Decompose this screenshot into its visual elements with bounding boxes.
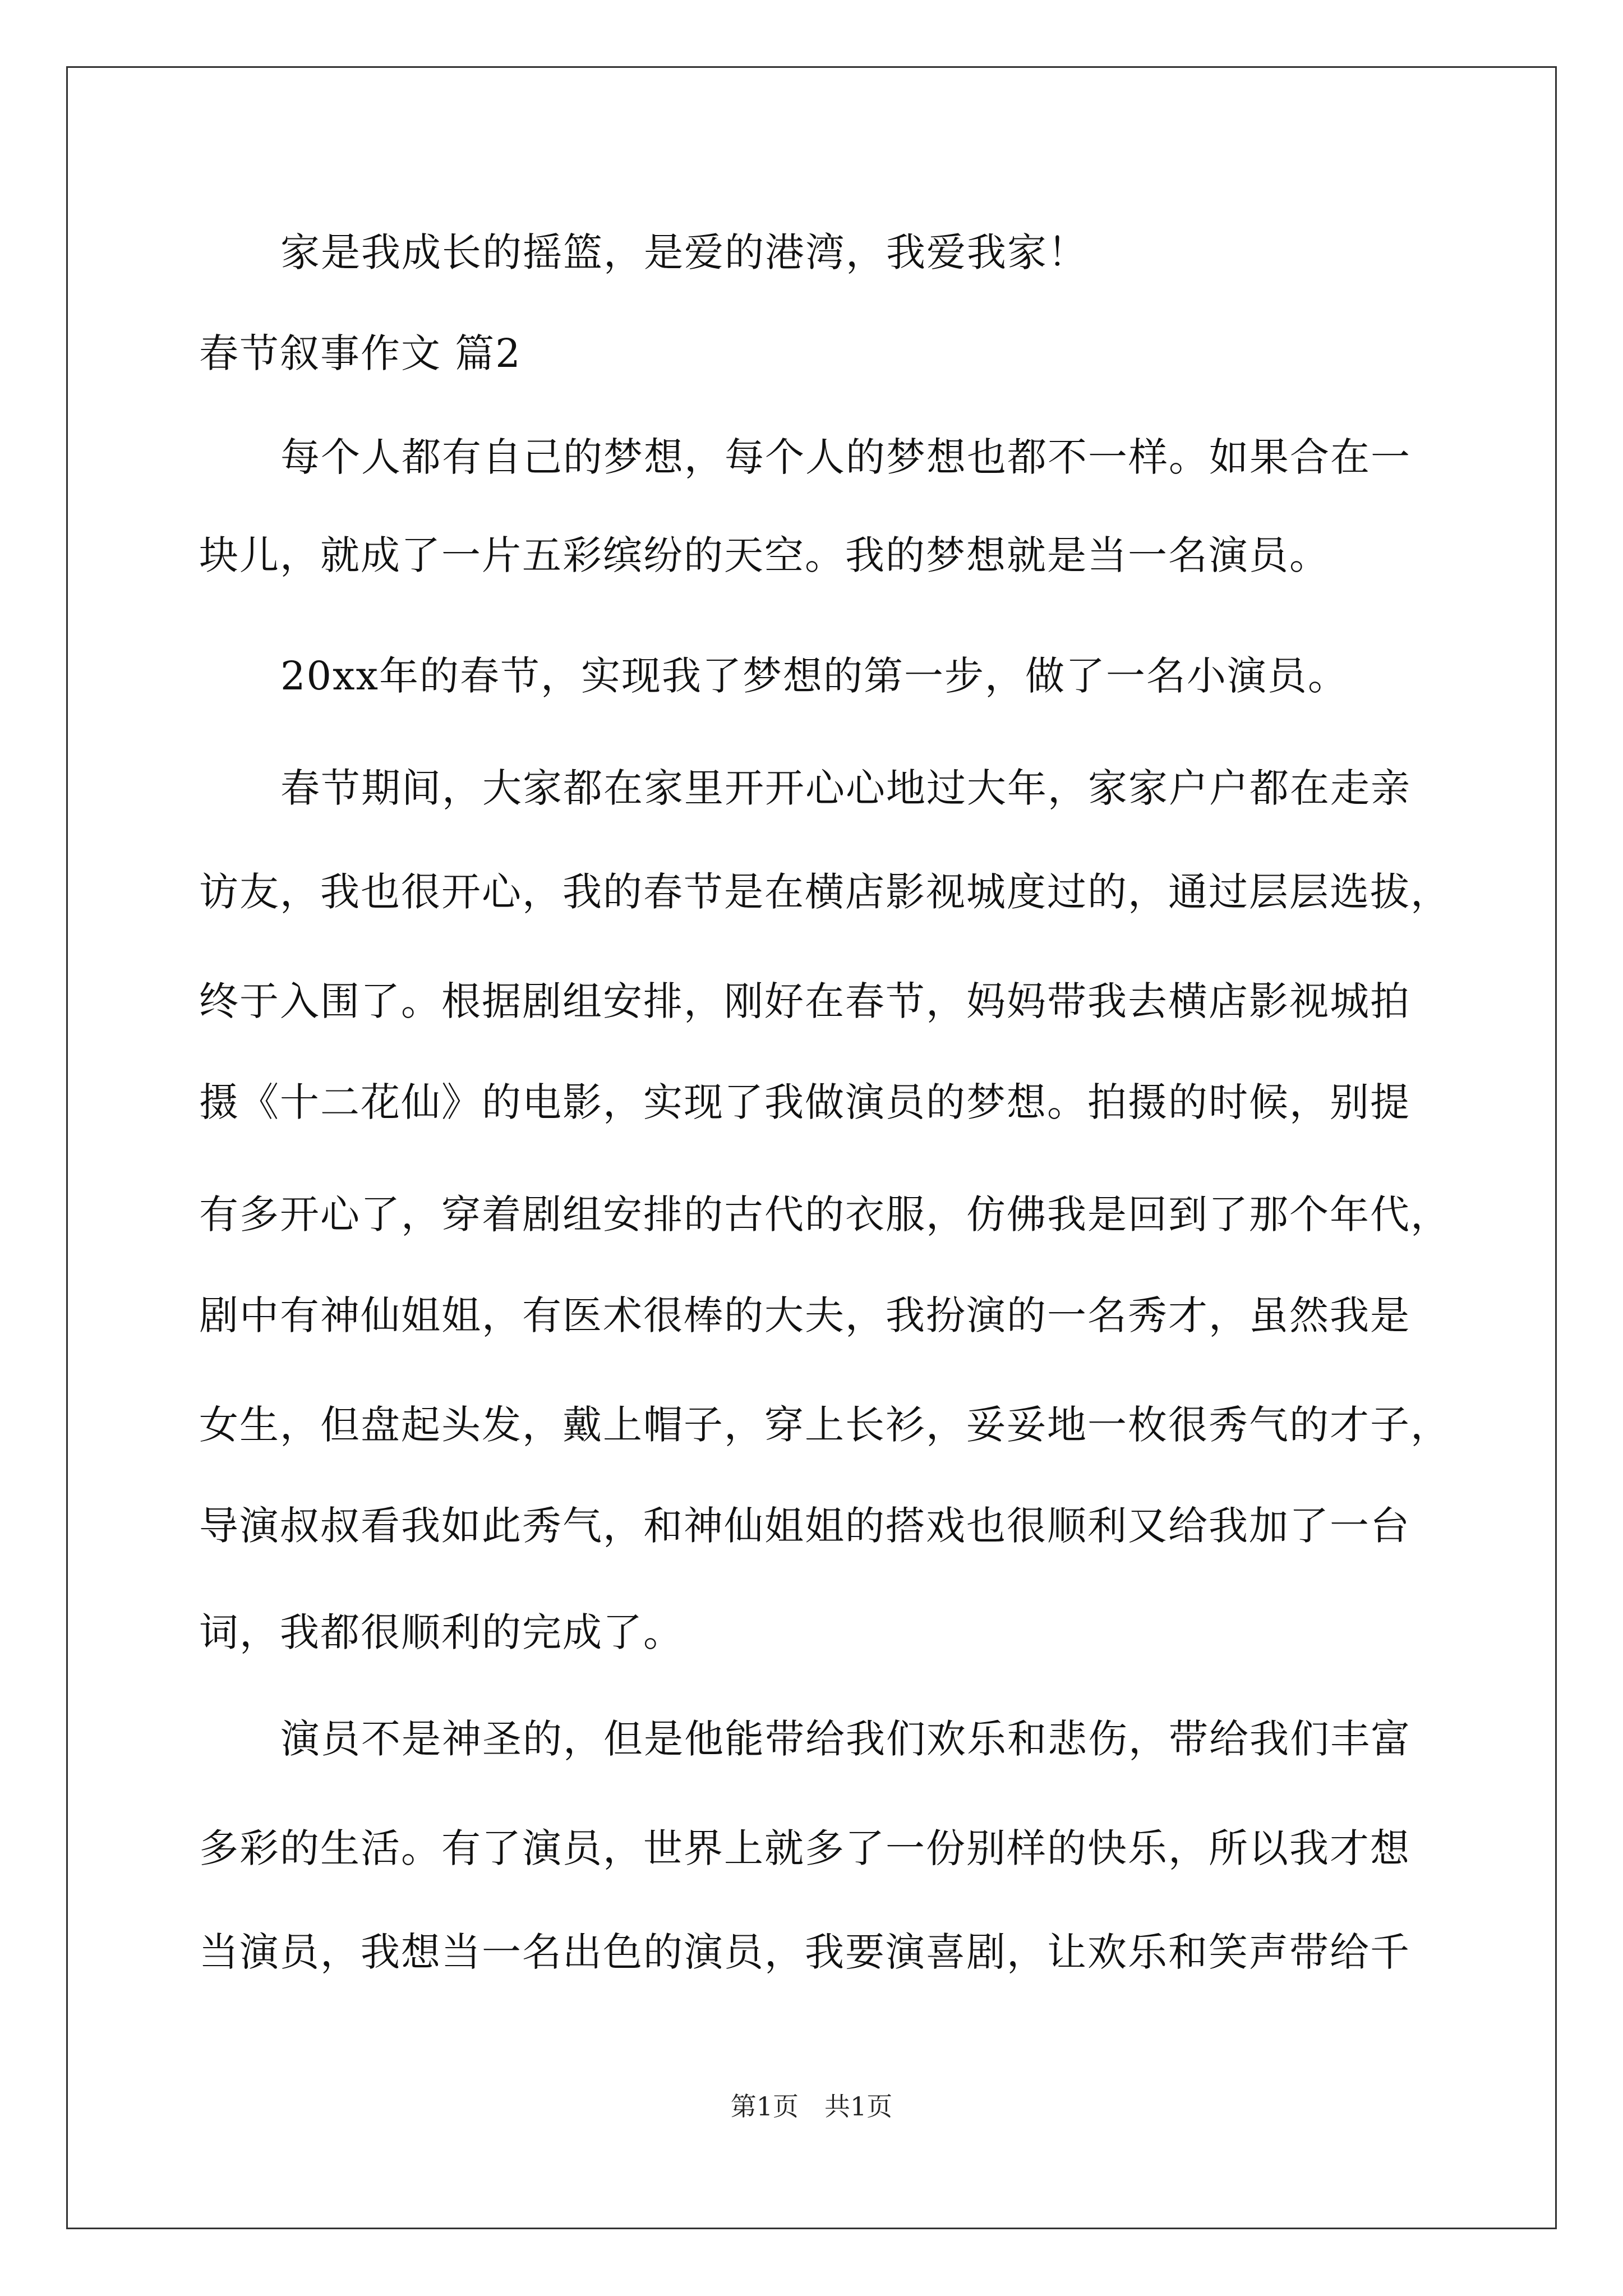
- paragraph-line: 演员不是神圣的，但是他能带给我们欢乐和悲伤，带给我们丰富: [280, 1716, 1411, 1762]
- page-border: [66, 66, 1557, 2229]
- paragraph-line: 词，我都很顺利的完成了。: [199, 1609, 684, 1655]
- paragraph-line: 剧中有神仙姐姐，有医术很棒的大夫，我扮演的一名秀才，虽然我是: [199, 1292, 1410, 1338]
- paragraph-line: 春节期间，大家都在家里开开心心地过大年，家家户户都在走亲: [280, 765, 1411, 811]
- paragraph-line: 每个人都有自己的梦想，每个人的梦想也都不一样。如果合在一: [280, 434, 1411, 480]
- paragraph-line: 块儿，就成了一片五彩缤纷的天空。我的梦想就是当一名演员。: [199, 532, 1330, 578]
- paragraph-line: 有多开心了，穿着剧组安排的古代的衣服，仿佛我是回到了那个年代，: [199, 1191, 1451, 1237]
- paragraph-line: 20xx年的春节，实现我了梦想的第一步，做了一名小演员。: [280, 653, 1349, 699]
- paragraph-line: 当演员，我想当一名出色的演员，我要演喜剧，让欢乐和笑声带给千: [199, 1929, 1410, 1975]
- paragraph-line: 多彩的生活。有了演员，世界上就多了一份别样的快乐，所以我才想: [199, 1825, 1410, 1871]
- paragraph-line: 终于入围了。根据剧组安排，刚好在春节，妈妈带我去横店影视城拍: [199, 978, 1410, 1024]
- paragraph-line: 女生，但盘起头发，戴上帽子，穿上长衫，妥妥地一枚很秀气的才子，: [199, 1402, 1451, 1448]
- paragraph-line: 访友，我也很开心，我的春节是在横店影视城度过的，通过层层选拔，: [199, 869, 1451, 915]
- section-heading: 春节叙事作文 篇2: [199, 330, 522, 376]
- paragraph-line: 家是我成长的摇篮，是爱的港湾，我爱我家！: [280, 229, 1088, 275]
- page-footer: 第1页 共1页: [730, 2091, 893, 2122]
- paragraph-line: 导演叔叔看我如此秀气，和神仙姐姐的搭戏也很顺利又给我加了一台: [199, 1503, 1410, 1549]
- paragraph-line: 摄《十二花仙》的电影，实现了我做演员的梦想。拍摄的时候，别提: [199, 1079, 1410, 1125]
